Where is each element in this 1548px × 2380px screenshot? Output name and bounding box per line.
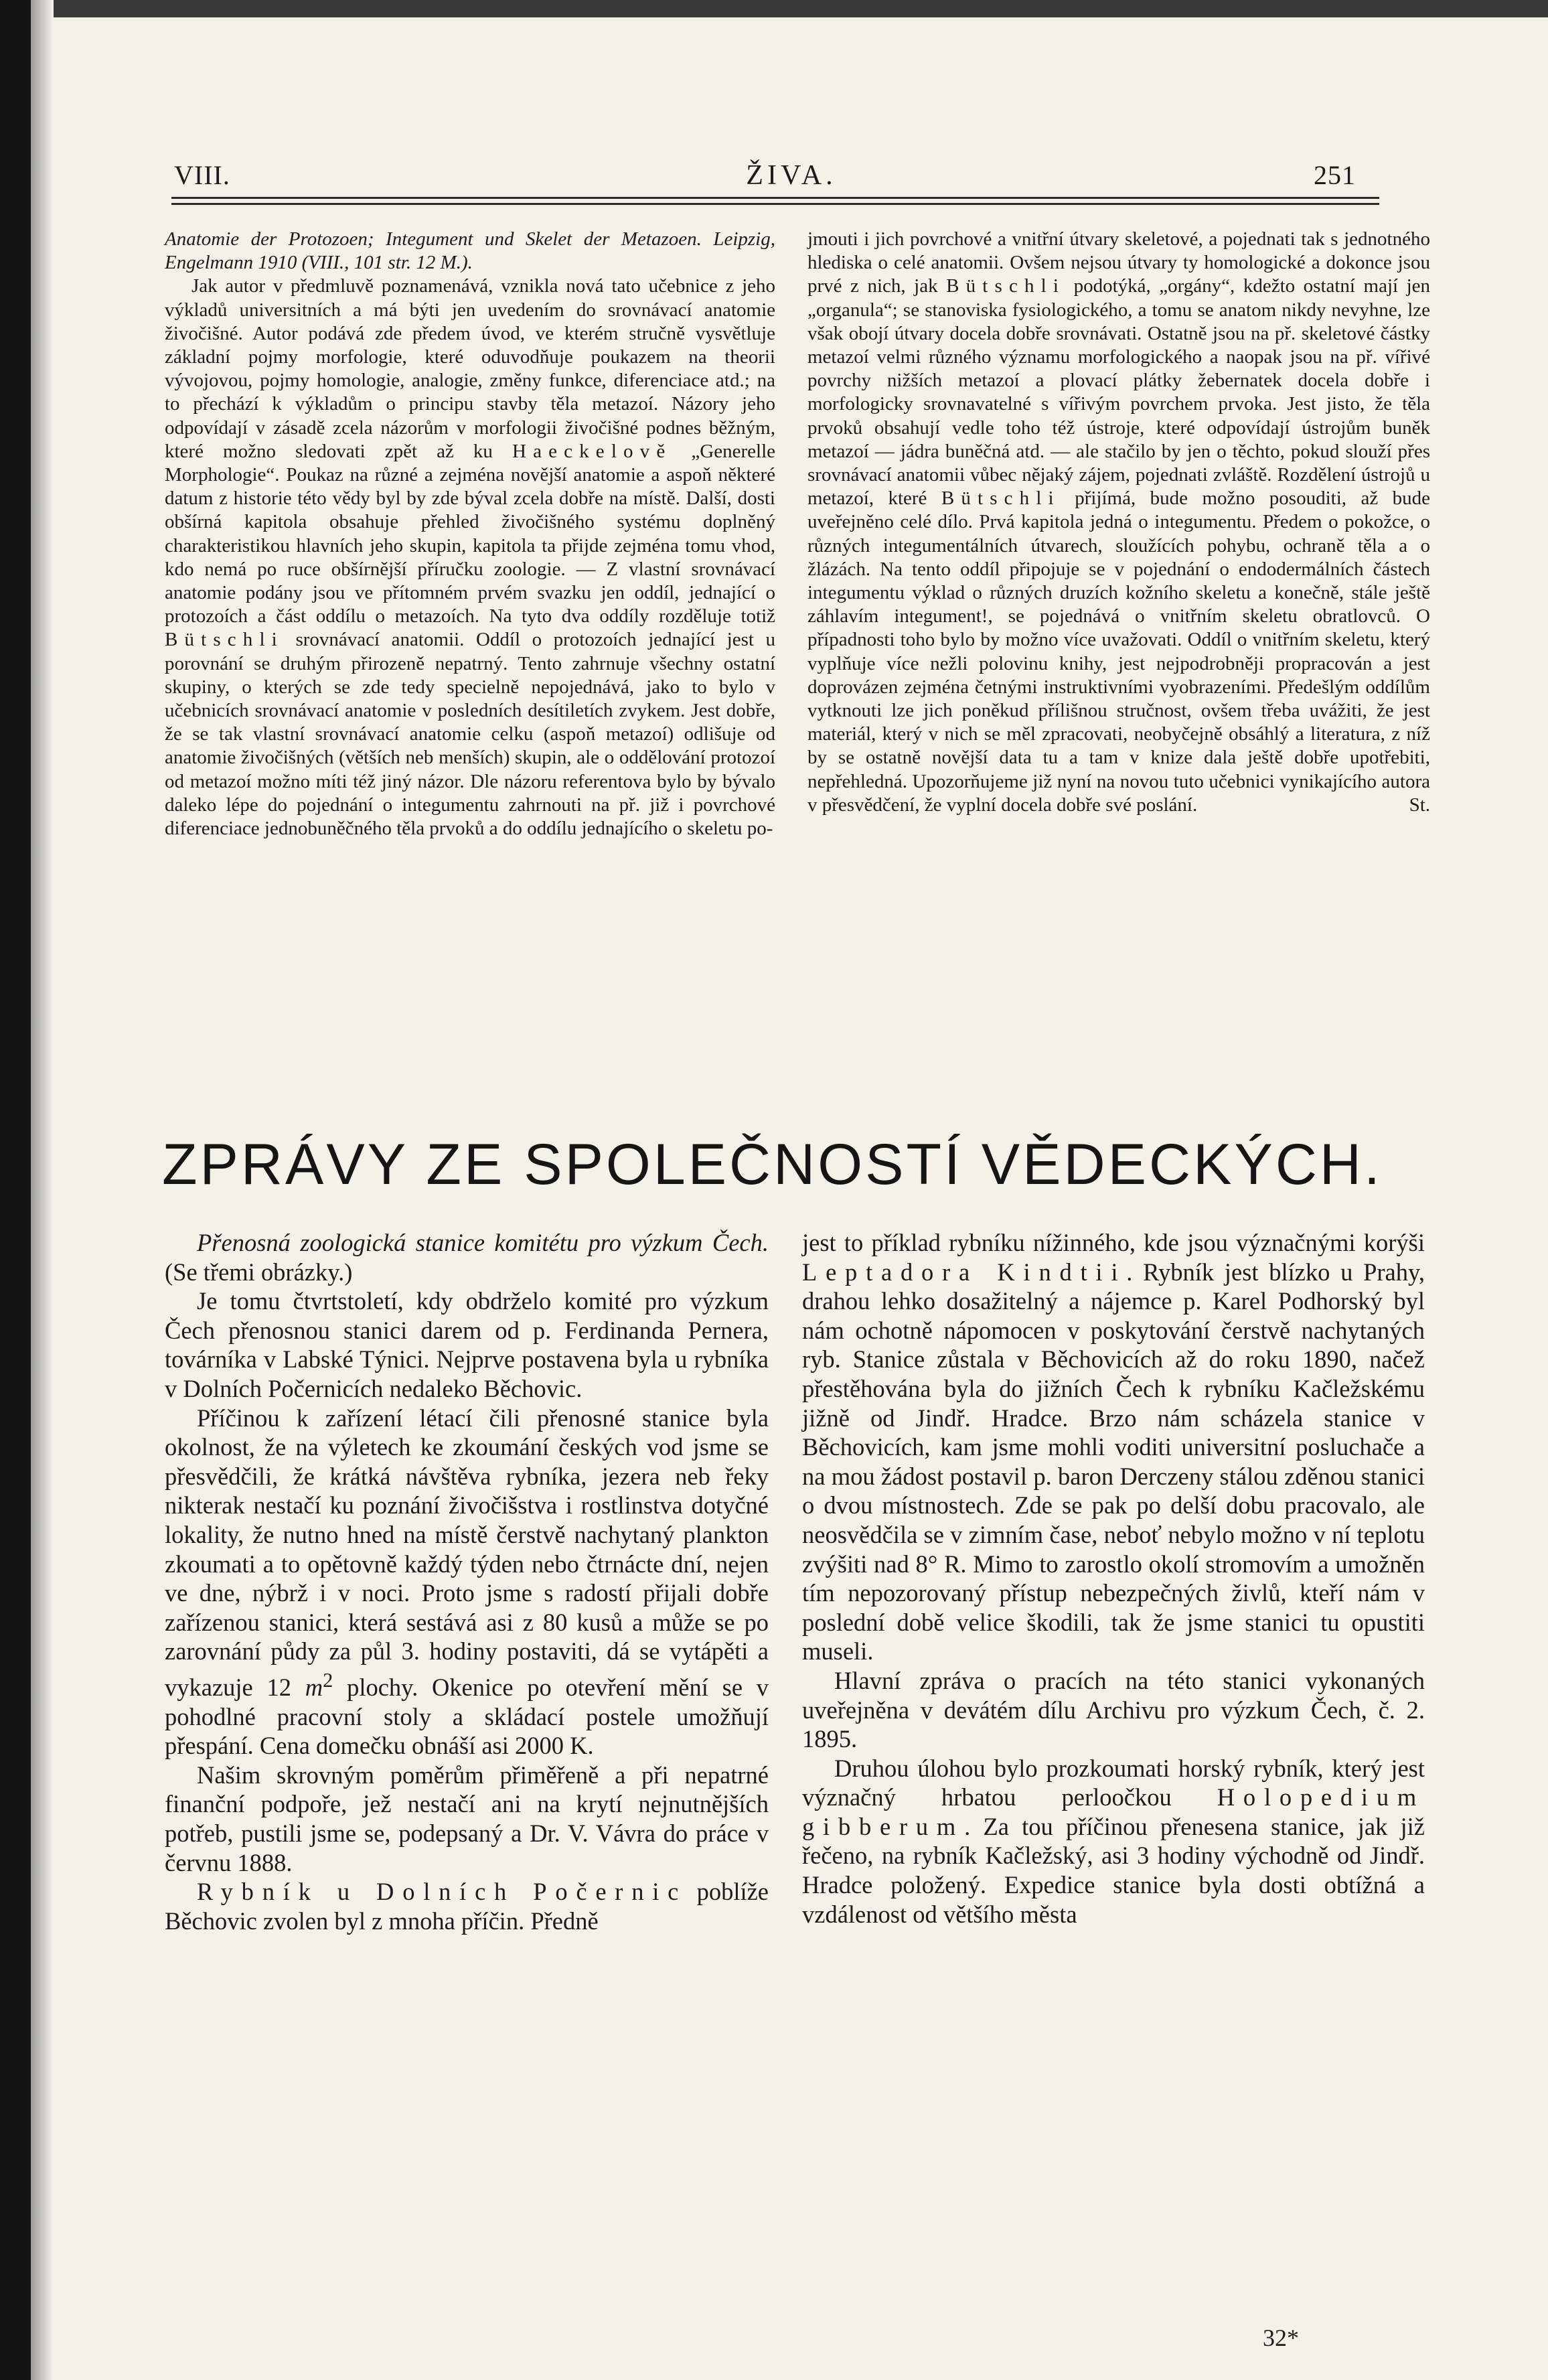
review-signature: St. (1409, 794, 1430, 816)
review-paragraph: Jak autor v předmluvě poznamenává, vznikla nová tato učebnice z jeho výkladů universitních a má býti jen uvedením do srovnávací anatomie živočišné. Autor podává zde předem úvod, ve kterém stručně vysvětluje základní pojmy morfologie, které oduvodňuje poukazem na theorii vývojovou, pojmy homologie, analogie, změny funkce, diferenciace atd.; na to přechází k výkladům o principu stavby těla metazoí. Názory jeho odpovídají v zásadě zcela názorům v morfologii živočišné podnes běžným, které možno sledovati zpět až ku Haeckelově „Generelle Morphologie“. Poukaz na různé a zejména novější anatomie a aspoň některé datum z historie této vědy byl by zde býval zcela dobře na místě. Další, dosti obšírná kapitola obsahuje přehled živočišného systému doplněný charakteristikou hlavních jeho skupin, kapitola ta přijde zejména tomu vhod, kdo nemá po ruce obšírnější příručku zoologie. — Z vlastní srovnávací anatomie podány jsou ve přítomném prvém svazku jen oddíl, jednající o protozoích a část oddílu o metazoích. Na tyto dva oddíly rozděluje totiž Bütschli srovnávací anatomii. Oddíl o protozoích jednající jest u porovnání se druhým přirozeně nepatrný. Tento zahrnuje všechny ostatní skupiny, o kterých se zde tedy specielně nepojednává, jako to bylo v učebnicích srovnávací anatomie v posledních desítiletích zvykem. Jest dobře, že se tak vlastní srovnávací anatomie celku (aspoň metazoí) odlišuje od anatomie živočišných (větších neb menších) skupin, ale o oddělování protozoí od metazoí možno míti též jiný názor. Dle názoru referentova bylo by bývalo daleko lépe do pojednání o integumentu zahrnouti na př. již i povrchové diferenciace jednobuněčného těla prvoků a do oddílu jednajícího o skeletu po- (165, 275, 775, 840)
author-name-haeckel: Haeckelově (512, 440, 672, 462)
report-paragraph: Příčinou k zařízení létací čili přenosné stanice byla okolnost, že na výletech ke zkoumání českých vod jsme se přesvědčili, že krátká návštěva rybníka, jezera neb řeky nikterak nestačí ku poznání živočišstva i rostlinstva dotyčné lokality, že nutno hned na místě čerstvě nachytaný plankton zkoumati a to opětovně každý týden nebo čtrnácte dní, nejen ve dne, nýbrž i v noci. Proto jsme s radostí přijali dobře zařízenou stanici, která sestává asi z 80 kusů a může se po zarovnání půdy za půl 3. hodiny postaviti, dá se vytápěti a vykazuje 12 $m^2$ plochy. Okenice po otevření mění se v pohodlné pracovní stoly a skládací postele umožňují přespání. Cena domečku obnáší asi 2000 K. (165, 1404, 769, 1760)
review-citation: Anatomie der Protozoen; Integument und Skelet der Metazoen. Leipzig, Engelmann 1910 (VIII., 101 str. 12 M.). (165, 228, 775, 274)
report-column-right (802, 1228, 1425, 1929)
page-number: 251 (1314, 160, 1356, 190)
author-name-butschli: Bütschli (941, 488, 1061, 510)
header-rule (171, 203, 1379, 205)
section-heading: ZPRÁVY ZE SPOLEČNOSTÍ VĚDECKÝCH. (162, 1132, 1383, 1197)
journal-page (31, 0, 1548, 2380)
report-paragraph: Druhou úlohou bylo prozkoumati horský rybník, který jest význačný hrbatou perloočkou Holopedium gibberum. Za tou příčinou přenesena stanice, jak již řečeno, na rybník Kačležský, asi 3 hodiny východně od Jindř. Hradce položený. Expedice stanice byla dosti obtížná a vzdálenost od většího města (802, 1754, 1425, 1928)
review-column-left (165, 228, 775, 840)
report-paragraph: Rybník u Dolních Počernic poblíže Běchovic zvolen byl z mnoha příčin. Předně (165, 1878, 769, 1935)
header-rule (171, 197, 1379, 199)
review-paragraph: jmouti i jich povrchové a vnitřní útvary skeletové, a pojednati tak s jednotného hlediska o celé anatomii. Ovšem nejsou útvary ty homologické a dokonce jsou prvé z nich, jak Bütschli podotýká, „orgány“, kdežto ostatní mají jen „organula“; se stanoviska fysiologického, a tomu se anatom nikdy nevyhne, lze však obojí útvary docela dobře srovnávati. Ostatně jsou na př. skeletové částky metazoí velmi různého významu morfologického a naopak jsou na př. vířivé povrchy nižších metazoí a plovací plátky žebernatek docela dobře i morfologicky srovnavatelné s vířivým povrchem prvoka. Jest jisto, že těla prvoků obsahují vedle toho též ústroje, které odpovídají ústrojům buněk metazoí — jádra buněčná atd. — ale stačilo by jen o těchto, pokud slouží přes srovnávací anatomii vůbec nějaký zájem, pojednati zvláště. Rozdělení ústrojů u metazoí, které Bütschli přijímá, bude možno posouditi, až bude uveřejněno celé dílo. Prvá kapitola jedná o integumentu. Předem o pokožce, o různých integumentálních útvarech, sloužících pohybu, ochraně těla a o žlázách. Na tento oddíl připojuje se v pojednání o endodermálních částech integumentu výklad o různých druzích kožního skeletu a konečně, stále ještě záhlavím integument!, se pojednává o vnitřním skeletu obratlovců. O případnosti toho bylo by možno více uvažovati. Oddíl o vnitřním skeletu, který vyplňuje více nežli polovinu knihy, jest nejpodrobněji propracován a jest doprovázen zejména četnými instruktivními vyobrazeními. Předešlým oddílům vytknouti lze jich poněkud přílišnou stručnost, ovšem třeba uvážiti, že jest materiál, který v nich se měl zpracovati, neobyčejně obsáhlý a literatura, z níž by se ostatně novější data tu a tam v knize dala ještě dobře upotřebiti, nepřehledná. Upozorňujeme již nyní na novou tuto učebnici vynikajícího autora v přesvědčení, že vyplní docela dobře své poslání. St. (807, 228, 1430, 817)
review-column-right (807, 228, 1430, 817)
report-paragraph: jest to příklad rybníku nížinného, kde jsou význačnými korýši Leptadora Kindtii. Rybník jest blízko u Prahy, drahou lehko dosažitelný a nájemce p. Karel Podhorský byl nám ochotně nápomocen v poskytování čerstvě nachytaných ryb. Stanice zůstala v Běchovicích až do roku 1890, načež přestěhována byla do jižních Čech k rybníku Kačležskému jižně od Jindř. Hradce. Brzo nám scházela stanice v Běchovicích, kam jsme mohli voditi universitní posluchače a na mou žádost postavil p. baron Derczeny stálou zděnou stanici o dvou místnostech. Zde se pak po delší dobu pracovalo, ale neosvědčila se v zimním čase, neboť nebylo možno v ní teplotu zvýšiti nad 8° R. Mimo to zarostlo okolí stromovím a umožněn tím nepozorovaný přístup nebezpečných živlů, kteří nám v poslední době velice škodili, tak že jsme stanici tu opustiti museli. (802, 1229, 1425, 1665)
report-paragraph: Našim skrovným poměrům přiměřeně a při nepatrné finanční podpoře, jež nestačí ani na krytí nejnutnějších potřeb, pustili jsme se, podepsaný a Dr. V. Vávra do práce v červnu 1888. (165, 1761, 769, 1876)
volume-number: VIII. (174, 160, 230, 190)
report-paragraph: Hlavní zpráva o pracích na této stanici vykonaných uveřejněna v devátém dílu Archivu pro výzkum Čech, č. 2. 1895. (802, 1666, 1425, 1753)
species-name: Holopedium gibberum (802, 1783, 1425, 1840)
sheet-signature-mark: 32* (1263, 2324, 1299, 2351)
report-paragraph: Je tomu čtvrtstoletí, kdy obdrželo komité pro výzkum Čech přenosnou stanici darem od p. Ferdinanda Pernera, továrníka v Labské Týnici. Nejprve postavena byla u rybníka v Dolních Počernicích nedaleko Běchovic. (165, 1287, 769, 1402)
report-column-left (165, 1228, 769, 1935)
species-name: Leptadora Kindtii (802, 1258, 1127, 1286)
author-name-butschli: Bütschli (165, 629, 284, 651)
scan-top-edge (31, 0, 1548, 17)
author-name-butschli: Bütschli (946, 275, 1066, 297)
journal-title: ŽIVA. (746, 160, 837, 191)
page-gutter-shadow (31, 0, 54, 2380)
report-title: Přenosná zoologická stanice komitétu pro výzkum Čech. (Se třemi obrázky.) (165, 1229, 769, 1286)
